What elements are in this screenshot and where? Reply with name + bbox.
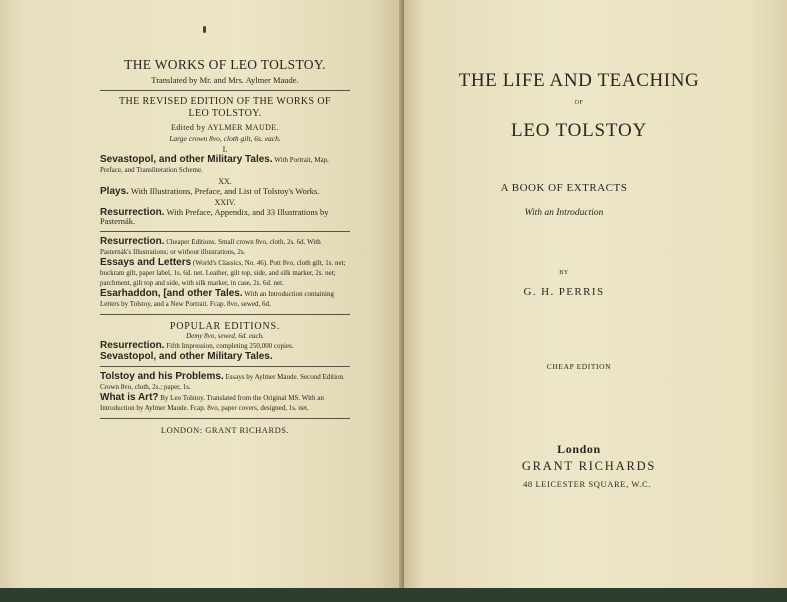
entry-plays xyxy=(100,187,350,196)
publisher-address: 48 LEICESTER SQUARE, W.C. xyxy=(523,479,651,489)
entry-head: Sevastopol, and other Military Tales. xyxy=(100,351,273,362)
divider xyxy=(100,366,350,367)
divider xyxy=(100,314,350,315)
publisher-name: GRANT RICHARDS xyxy=(521,459,657,473)
entry-head: What is Art? xyxy=(100,392,159,403)
title-line-2: LEO TOLSTOY xyxy=(510,120,647,141)
cover-edge xyxy=(0,588,787,602)
entry-head: Resurrection. xyxy=(100,340,165,351)
divider xyxy=(100,231,350,232)
entry-popular-sevastopol xyxy=(100,352,350,361)
entry-text: With Portrait, Map, Preface, and Transliteration Scheme. xyxy=(100,156,329,174)
entry-head: Essays and Letters xyxy=(100,257,192,268)
demy-line: Demy 8vo, sewed, 6d. each. xyxy=(186,332,264,340)
author-name: G. H. PERRIS xyxy=(523,286,605,298)
right-page xyxy=(404,0,787,590)
introduction-line: With an Introduction xyxy=(524,208,604,218)
title-of: OF xyxy=(574,100,584,106)
numeral-20: XX. xyxy=(218,177,232,186)
edition-label: CHEAP EDITION xyxy=(546,362,612,371)
entry-text: (World's Classics, No. 46). Pott 8vo, cloth gilt, 1s. net; buckram gilt, paper label, 1s. 6d. net. Leather, gilt top, side, and silk marker, 2s. net; parchment, gilt top and side, with silk marker, in case, 2s. 6d. net. xyxy=(100,259,346,287)
entry-text: Cheaper Editions. Small crown 8vo, cloth, 2s. 6d. With Pasternák's Illustrations; or without illustrations, 2s. xyxy=(100,238,321,256)
translated-line: Translated by Mr. and Mrs. Aylmer Maude. xyxy=(151,75,299,85)
works-title: THE WORKS OF LEO TOLSTOY. xyxy=(124,57,326,72)
publisher-line: LONDON: GRANT RICHARDS. xyxy=(160,425,290,435)
city-name: London xyxy=(557,442,601,456)
entry-text: With Preface, Appendix, and 33 Illustrations by Pasternák. xyxy=(100,207,329,226)
entry-text: By Leo Tolstoy. Translated from the Original MS. With an Introduction by Aylmer Maude. Fcap. 8vo, paper covers, designed, 1s. net. xyxy=(100,394,324,412)
divider xyxy=(100,90,350,91)
entry-head: Plays. xyxy=(100,186,129,197)
entry-head: Tolstoy and his Problems. xyxy=(100,371,224,382)
revised-line-1: THE REVISED EDITION OF THE WORKS OF xyxy=(119,96,331,107)
large-crown-line: Large crown 8vo, cloth gilt, 6s. each. xyxy=(169,134,281,143)
entry-text: With Illustrations, Preface, and List of Tolstoy's Works. xyxy=(128,186,320,196)
works-list xyxy=(100,50,350,435)
entry-popular-resurrection xyxy=(100,341,350,351)
by-line: BY xyxy=(559,270,569,276)
title-line-1: THE LIFE AND TEACHING xyxy=(458,70,700,91)
entry-text: Fifth Impression, completing 250,000 copies. xyxy=(164,342,294,350)
numeral-1: I. xyxy=(222,145,228,154)
entry-sevastopol xyxy=(100,155,350,175)
entry-head: Esarhaddon, [and other Tales. xyxy=(100,288,243,299)
subtitle: A BOOK OF EXTRACTS xyxy=(500,182,628,194)
numeral-24: XXIV. xyxy=(214,198,236,207)
entry-esarhaddon xyxy=(100,289,350,309)
divider xyxy=(100,418,350,419)
entry-head: Resurrection. xyxy=(100,207,165,218)
popular-heading: POPULAR EDITIONS. xyxy=(169,321,281,332)
ink-fleck xyxy=(203,26,206,33)
entry-head: Sevastopol, and other Military Tales. xyxy=(100,154,273,165)
entry-resurrection-cheaper xyxy=(100,237,350,257)
entry-problems xyxy=(100,372,350,392)
entry-text: With an Introduction containing Letters by Tolstoy, and a New Portrait. Fcap. 8vo, sewed, 6d. xyxy=(100,290,334,308)
entry-head: Resurrection. xyxy=(100,236,165,247)
entry-art xyxy=(100,393,350,413)
entry-text: Essays by Aylmer Maude. Second Edition. Crown 8vo, cloth, 2s.; paper, 1s. xyxy=(100,373,345,391)
entry-resurrection xyxy=(100,208,350,226)
entry-essays xyxy=(100,258,350,288)
revised-line-2: LEO TOLSTOY. xyxy=(188,108,262,119)
edited-line: Edited by AYLMER MAUDE. xyxy=(170,123,280,132)
